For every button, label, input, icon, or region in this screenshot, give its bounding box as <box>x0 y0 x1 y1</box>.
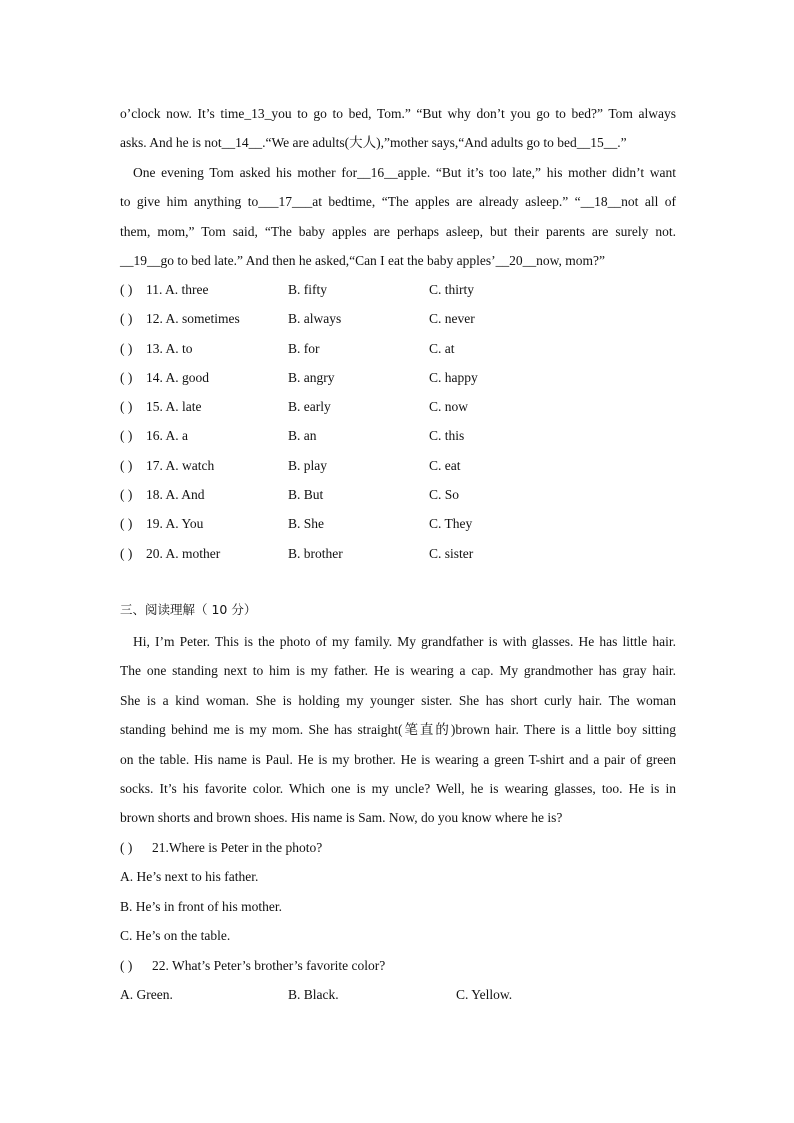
cloze-line: them, mom,” Tom said, “The baby apples are perhaps asleep, but their parents are surely not. <box>120 223 676 239</box>
option-a: 14. A. good <box>146 369 210 385</box>
reading-line: socks. It’s his favorite color. Which one is my uncle? Well, he is wearing glasses, too. He is in <box>120 781 676 797</box>
reading-line: Hi, I’m Peter. This is the photo of my family. My grandfather is with glasses. He has little hair. <box>133 634 676 649</box>
option-c: C. He’s on the table. <box>120 928 231 944</box>
option-b: B. Black. <box>288 986 339 1002</box>
choice-row-13 <box>120 334 680 363</box>
cloze-line: asks. And he is not__14__.“We are adults(大人),”mother says,“And adults go to bed__15__.” <box>120 135 627 151</box>
option-b: B. an <box>288 428 317 444</box>
answer-bracket[interactable]: ( ) <box>120 428 133 444</box>
option-a: A. Green. <box>120 986 173 1002</box>
answer-bracket[interactable]: ( ) <box>120 340 133 356</box>
option-b: B. brother <box>288 545 343 561</box>
option-line <box>120 892 680 921</box>
choice-row-12 <box>120 304 680 333</box>
option-c: C. thirty <box>429 282 475 297</box>
option-a: 11. A. three <box>146 282 209 297</box>
option-c: C. They <box>429 516 473 532</box>
cloze-line: __19__go to bed late.” And then he asked,“Can I eat the baby apples’__20__now, mom?” <box>120 253 605 269</box>
question-22 <box>120 951 680 980</box>
option-c: C. never <box>429 311 475 327</box>
answer-bracket[interactable]: ( ) <box>120 369 133 385</box>
answer-bracket[interactable]: ( ) <box>120 282 133 297</box>
answer-bracket[interactable]: ( ) <box>120 516 133 532</box>
section-heading: 三、阅读理解（ 10 分） <box>120 602 257 617</box>
answer-bracket[interactable]: ( ) <box>120 840 133 855</box>
reading-questions <box>120 833 680 1009</box>
answer-bracket[interactable]: ( ) <box>120 457 133 473</box>
option-b: B. always <box>288 311 342 327</box>
reading-line: on the table. His name is Paul. He is my brother. He is wearing a green T-shirt and a pair of green <box>120 751 676 767</box>
option-c: C. eat <box>429 457 461 473</box>
cloze-passage <box>120 99 676 275</box>
question-text: 22. What’s Peter’s brother’s favorite color? <box>152 957 386 973</box>
option-line <box>120 980 680 1009</box>
option-b: B. She <box>288 516 325 532</box>
option-a: 16. A. a <box>146 428 188 444</box>
option-b: B. early <box>288 399 331 415</box>
option-b: B. But <box>288 487 324 503</box>
option-c: C. now <box>429 399 469 415</box>
option-c: C. Yellow. <box>456 986 513 1002</box>
option-b: B. for <box>288 340 320 356</box>
reading-line: standing behind me is my mom. She has straight(笔直的)brown hair. There is a little boy sitting <box>120 722 676 738</box>
option-a: 15. A. late <box>146 399 202 415</box>
answer-bracket[interactable]: ( ) <box>120 545 133 561</box>
choice-row-11 <box>120 275 680 304</box>
choice-row-14 <box>120 363 680 392</box>
choice-row-20 <box>120 539 680 568</box>
cloze-line: o’clock now. It’s time_13_you to go to bed, Tom.” “But why don’t you go to bed?” Tom always <box>120 106 676 121</box>
cloze-choices <box>120 275 680 568</box>
option-b: B. He’s in front of his mother. <box>120 898 282 914</box>
option-a: 18. A. And <box>146 487 205 503</box>
reading-line: brown shorts and brown shoes. His name is Sam. Now, do you know where he is? <box>120 810 563 826</box>
option-c: C. this <box>429 428 465 444</box>
cloze-line: One evening Tom asked his mother for__16__apple. “But it’s too late,” his mother didn’t want <box>133 164 676 180</box>
option-c: C. sister <box>429 545 474 561</box>
option-line <box>120 921 680 950</box>
reading-line: She is a kind woman. She is holding my younger sister. She has short curly hair. The woman <box>120 692 676 708</box>
option-b: B. play <box>288 457 327 473</box>
option-a: 13. A. to <box>146 340 193 356</box>
question-21 <box>120 833 680 862</box>
option-a: A. He’s next to his father. <box>120 869 259 885</box>
answer-bracket[interactable]: ( ) <box>120 399 133 415</box>
option-a: 20. A. mother <box>146 545 221 561</box>
option-b: B. angry <box>288 369 335 385</box>
reading-passage <box>120 627 676 833</box>
choice-row-19 <box>120 509 680 538</box>
reading-line: The one standing next to him is my father. He is wearing a cap. My grandmother has gray hair. <box>120 663 676 679</box>
choice-row-15 <box>120 392 680 421</box>
option-c: C. happy <box>429 369 478 385</box>
choice-row-18 <box>120 480 680 509</box>
answer-bracket[interactable]: ( ) <box>120 487 133 503</box>
question-text: 21.Where is Peter in the photo? <box>152 840 323 855</box>
option-b: B. fifty <box>288 282 327 297</box>
option-a: 17. A. watch <box>146 457 215 473</box>
choice-row-17 <box>120 451 680 480</box>
option-a: 19. A. You <box>146 516 204 532</box>
answer-bracket[interactable]: ( ) <box>120 311 133 327</box>
option-line <box>120 862 680 891</box>
answer-bracket[interactable]: ( ) <box>120 957 133 973</box>
choice-row-16 <box>120 421 680 450</box>
option-c: C. So <box>429 487 460 503</box>
option-c: C. at <box>429 340 455 356</box>
cloze-line: to give him anything to___17___at bedtime, “The apples are already asleep.” “__18__not all of <box>120 194 676 210</box>
option-a: 12. A. sometimes <box>146 311 240 327</box>
